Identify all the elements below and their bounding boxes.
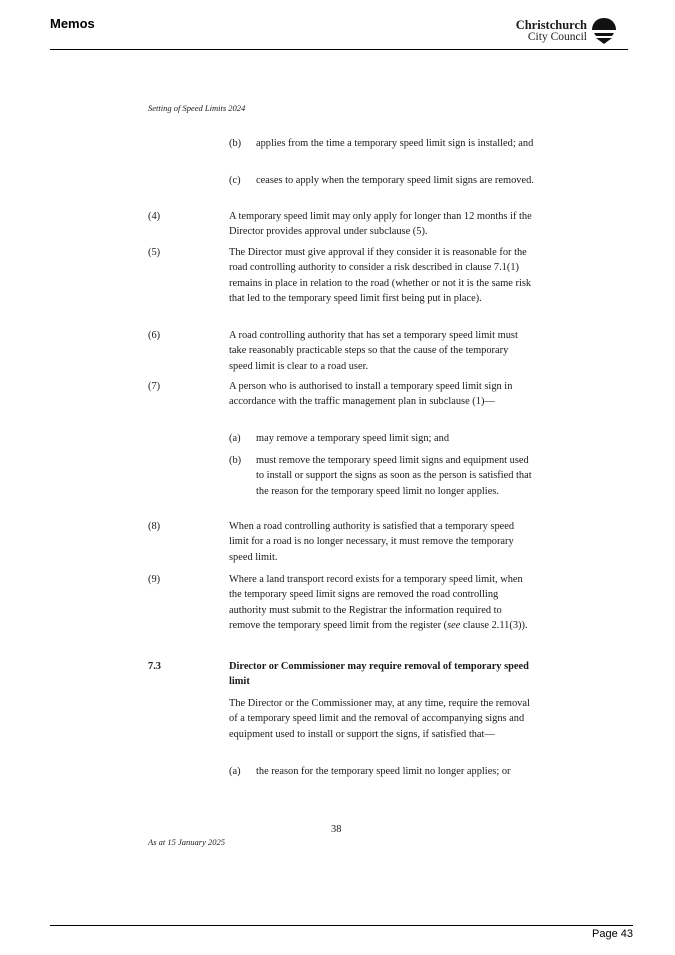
item-label: (a) <box>229 433 241 444</box>
document-page-number: 38 <box>331 824 342 835</box>
clause-text: The Director or the Commissioner may, at any time, require the removal of a temporary speed limit and the removal of accompanying signs and equipment used to install or support the signs, if satisfied that— <box>229 698 530 740</box>
clause-number: (7) <box>148 381 161 392</box>
clause-text: A person who is authorised to install a temporary speed limit sign in accordance with the traffic management plan in subclause (1)— <box>229 381 513 408</box>
clause-number: (8) <box>148 521 161 532</box>
footer-page-label: Page 43 <box>592 928 633 940</box>
clause-number: (6) <box>148 330 161 341</box>
item-text: the reason for the temporary speed limit no longer applies; or <box>256 766 511 777</box>
section-title: Director or Commissioner may require removal of temporary speed limit <box>229 661 529 688</box>
item-text: applies from the time a temporary speed limit sign is installed; and <box>256 138 534 149</box>
item-label: (b) <box>229 138 242 149</box>
clause-text: A temporary speed limit may only apply for longer than 12 months if the Director provides approval under subclause (5). <box>229 211 532 238</box>
footer-rule <box>50 925 633 926</box>
logo-line-2: City Council <box>527 31 587 43</box>
item-text: must remove the temporary speed limit signs and equipment used to install or support the signs as soon as the person is satisfied that the reason for the temporary speed limit no longer applies. <box>256 455 532 497</box>
as-at-date: As at 15 January 2025 <box>148 837 225 847</box>
clause-number: (4) <box>148 211 161 222</box>
header-title: Memos <box>50 16 95 31</box>
item-label: (b) <box>229 455 242 466</box>
clause-number: (5) <box>148 247 161 258</box>
header-rule <box>50 49 628 50</box>
clause-text: The Director must give approval if they consider it is reasonable for the road controlling authority to consider a risk described in clause 7.1(1) remains in place in relation to the road (whether or not it is the same risk that led to the temporary speed limit first being put in place). <box>229 247 532 304</box>
clause-text: When a road controlling authority is satisfied that a temporary speed limit for a road is no longer necessary, it must remove the temporary speed limit. <box>229 521 515 563</box>
item-label: (a) <box>229 766 241 777</box>
clause-number: (9) <box>148 574 161 585</box>
running-head: Setting of Speed Limits 2024 <box>148 103 246 113</box>
section-number: 7.3 <box>148 661 161 672</box>
clause-text: A road controlling authority that has set a temporary speed limit must take reasonably practicable steps so that the cause of the temporary speed limit is clear to a road user. <box>229 330 518 372</box>
clause-text: Where a land transport record exists for a temporary speed limit, when the temporary speed limit signs are removed the road controlling authority must submit to the Registrar the information required to remove the temporary speed limit from the register (see clause 2.11(3)). <box>229 574 528 631</box>
council-emblem-icon <box>591 17 617 45</box>
item-text: may remove a temporary speed limit sign; and <box>256 433 450 444</box>
council-logo <box>516 16 617 46</box>
item-label: (c) <box>229 175 241 186</box>
item-text: ceases to apply when the temporary speed limit signs are removed. <box>256 175 534 186</box>
logo-line-1: Christchurch <box>515 18 587 32</box>
